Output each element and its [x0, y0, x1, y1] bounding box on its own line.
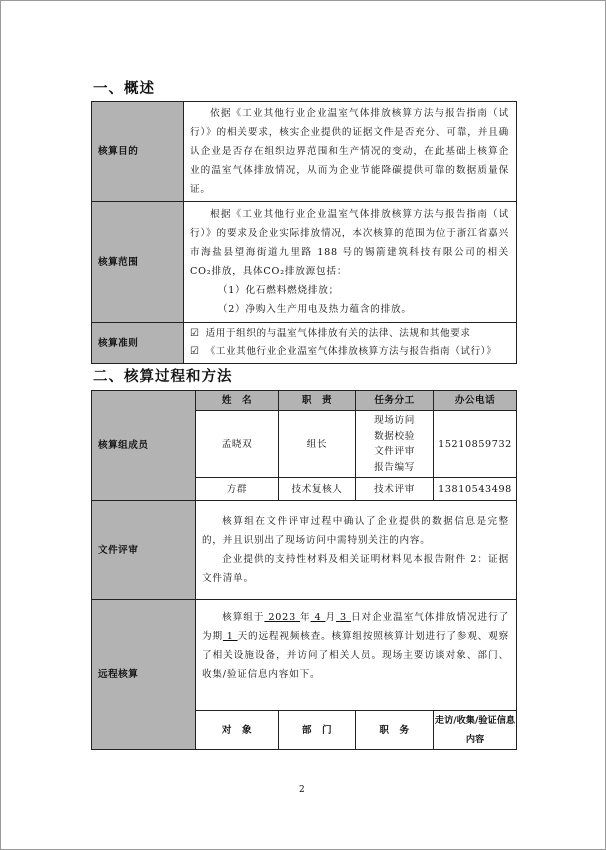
remote-text-mid: 日对企业温室气体排放情况进行了为期: [202, 612, 510, 642]
purpose-content: [184, 102, 517, 202]
checkbox-checked-icon: ☑: [190, 328, 200, 339]
remote-content: [196, 600, 517, 711]
team-header-row: [92, 391, 517, 411]
section-1-title: 一、概述: [93, 81, 155, 97]
remote-col-info: 走访/收集/验证信息内容: [434, 711, 517, 750]
scope-content: [184, 202, 517, 323]
purpose-label: 核算目的: [92, 102, 184, 202]
criteria-item-2: [190, 343, 510, 361]
remote-text-prefix: 核算组于: [222, 612, 265, 623]
member-name: 孟晓双: [196, 411, 279, 478]
task-item: 文件评审: [374, 446, 415, 457]
team-label: 核算组成员: [92, 391, 196, 501]
member-role: 组长: [279, 411, 356, 478]
remote-year: 2023: [264, 612, 300, 623]
task-item: 报告编写: [374, 461, 415, 473]
task-item: 现场访问: [374, 415, 415, 426]
criteria-item-2-text: 《工业其他行业企业温室气体排放核算方法与报告指南（试行）》: [205, 346, 497, 357]
col-header-name: 姓 名: [196, 391, 279, 411]
remote-month-suffix: 月: [325, 612, 337, 623]
remote-label: 远程核算: [92, 600, 196, 750]
remote-col-dept: 部 门: [279, 711, 356, 750]
criteria-label: 核算准则: [92, 323, 184, 364]
col-header-role: 职 责: [279, 391, 356, 411]
purpose-text: 依据《工业其他行业企业温室气体排放核算方法与报告指南（试行）》的相关要求，核实企业提供的证据文件是否充分、可靠，并且确认企业是否存在组织边界范围和生产情况的变动，在此基础上核算企业的温室气体排放情况，从而为企业节能降碳提供可靠的数据质量保证。: [190, 108, 509, 195]
checkbox-checked-icon: ☑: [190, 346, 200, 357]
doc-review-row: [92, 501, 517, 600]
member-role: 技术复核人: [279, 478, 356, 501]
scope-label: 核算范围: [92, 202, 184, 323]
member-tasks: 技术评审: [356, 478, 434, 501]
member-phone: 15210859732: [434, 411, 517, 478]
task-item: 数据校验: [374, 430, 415, 442]
page-number: 2: [299, 785, 305, 795]
scope-item-1: （1）化石燃料燃烧排放；: [217, 285, 340, 296]
remote-text: [202, 608, 509, 684]
section-2-title: 二、核算过程和方法: [93, 369, 233, 385]
member-name: 方群: [196, 478, 279, 501]
col-header-phone: 办公电话: [434, 391, 517, 411]
remote-row: [92, 600, 517, 711]
overview-table: [91, 101, 517, 364]
remote-month: 4: [310, 612, 326, 623]
criteria-item-1: [190, 325, 510, 343]
criteria-item-1-text: 适用于组织的与温室气体排放有关的法律、法规和其他要求: [205, 328, 471, 339]
doc-review-text-1: 核算组在文件评审过程中确认了企业提供的数据信息是完整的，并且识别出了现场访问中需特别关注的内容。: [202, 516, 509, 546]
doc-review-content: [196, 501, 517, 600]
criteria-content: [184, 323, 517, 364]
member-phone: 13810543498: [434, 478, 517, 501]
purpose-row: [92, 102, 517, 202]
scope-text: 根据《工业其他行业企业温室气体排放核算方法与报告指南（试行）》的要求及企业实际排放情况，本次核算的范围为位于浙江省嘉兴市海盐县望海街道九里路 188 号的锡箭建筑科技有限公司的相关CO₂排放，具体CO₂排放源包括：: [190, 209, 509, 277]
remote-days: 1: [222, 631, 238, 642]
remote-day: 3: [336, 612, 351, 623]
scope-row: [92, 202, 517, 323]
remote-col-position: 职 务: [356, 711, 434, 750]
scope-item-2: （2）净购入生产用电及热力蕴含的排放。: [217, 304, 412, 315]
process-table: [91, 390, 517, 750]
member-tasks: [356, 411, 434, 478]
col-header-tasks: 任务分工: [356, 391, 434, 411]
remote-col-target: 对 象: [196, 711, 279, 750]
doc-review-text-2: 企业提供的支持性材料及相关证明材料见本报告附件 2：证据文件清单。: [202, 554, 509, 584]
remote-text-suffix: 天的远程视频核查。核算组按照核算计划进行了参观、观察了相关设施设备，并访问了相关人员。现场主要访谈对象、部门、收集/验证信息内容如下。: [202, 631, 509, 680]
criteria-row: [92, 323, 517, 364]
doc-review-label: 文件评审: [92, 501, 196, 600]
remote-year-suffix: 年: [299, 612, 311, 623]
